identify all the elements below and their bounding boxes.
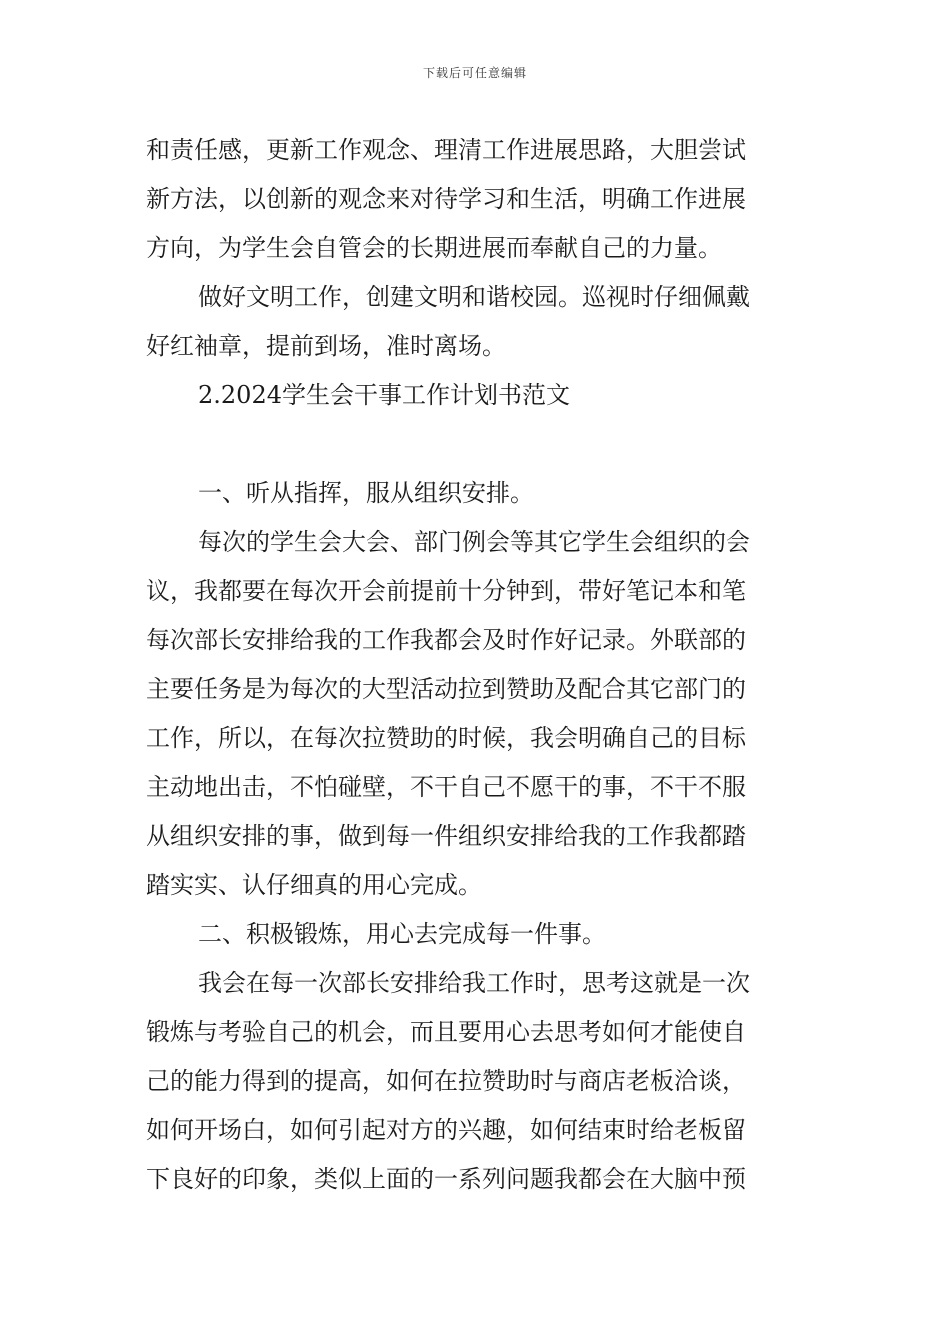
text-line: 主动地出击，不怕碰壁，不干自己不愿干的事，不干不服 — [146, 773, 746, 801]
text-line: 如何开场白，如何引起对方的兴趣，如何结束时给老板留 — [146, 1116, 746, 1144]
text-line: 每次部长安排给我的工作我都会及时作好记录。外联部的 — [146, 626, 746, 654]
text-line: 工作，所以，在每次拉赞助的时候，我会明确自己的目标 — [146, 724, 746, 752]
text-line: 锻炼与考验自己的机会，而且要用心去思考如何才能使自 — [146, 1018, 746, 1046]
text-line: 每次的学生会大会、部门例会等其它学生会组织的会 — [198, 528, 750, 556]
blank-line — [146, 420, 810, 469]
text-line: 好红袖章，提前到场，准时离场。 — [146, 332, 506, 360]
text-line: 下良好的印象，类似上面的一系列问题我都会在大脑中预 — [146, 1165, 746, 1193]
text-line: 从组织安排的事，做到每一件组织安排给我的工作我都踏 — [146, 822, 746, 850]
text-line: 主要任务是为每次的大型活动拉到赞助及配合其它部门的 — [146, 675, 746, 703]
page-header: 下载后可任意编辑 — [422, 66, 527, 80]
text-line: 2.2024学生会干事工作计划书范文 — [198, 381, 570, 409]
text-line: 一、听从指挥，服从组织安排。 — [198, 479, 534, 507]
document-body — [146, 126, 810, 1204]
text-line: 二、积极锻炼，用心去完成每一件事。 — [198, 920, 606, 948]
text-line: 议，我都要在每次开会前提前十分钟到，带好笔记本和笔 — [146, 577, 746, 605]
text-line: 方向，为学生会自管会的长期进展而奉献自己的力量。 — [146, 234, 722, 262]
text-line: 和责任感，更新工作观念、理清工作进展思路，大胆尝试 — [146, 136, 746, 164]
text-line: 己的能力得到的提高，如何在拉赞助时与商店老板洽谈， — [146, 1067, 746, 1095]
text-line: 做好文明工作，创建文明和谐校园。巡视时仔细佩戴 — [198, 283, 750, 311]
text-line: 踏实实、认仔细真的用心完成。 — [146, 871, 482, 899]
text-line: 新方法，以创新的观念来对待学习和生活，明确工作进展 — [146, 185, 746, 213]
text-line: 我会在每一次部长安排给我工作时，思考这就是一次 — [198, 969, 750, 997]
